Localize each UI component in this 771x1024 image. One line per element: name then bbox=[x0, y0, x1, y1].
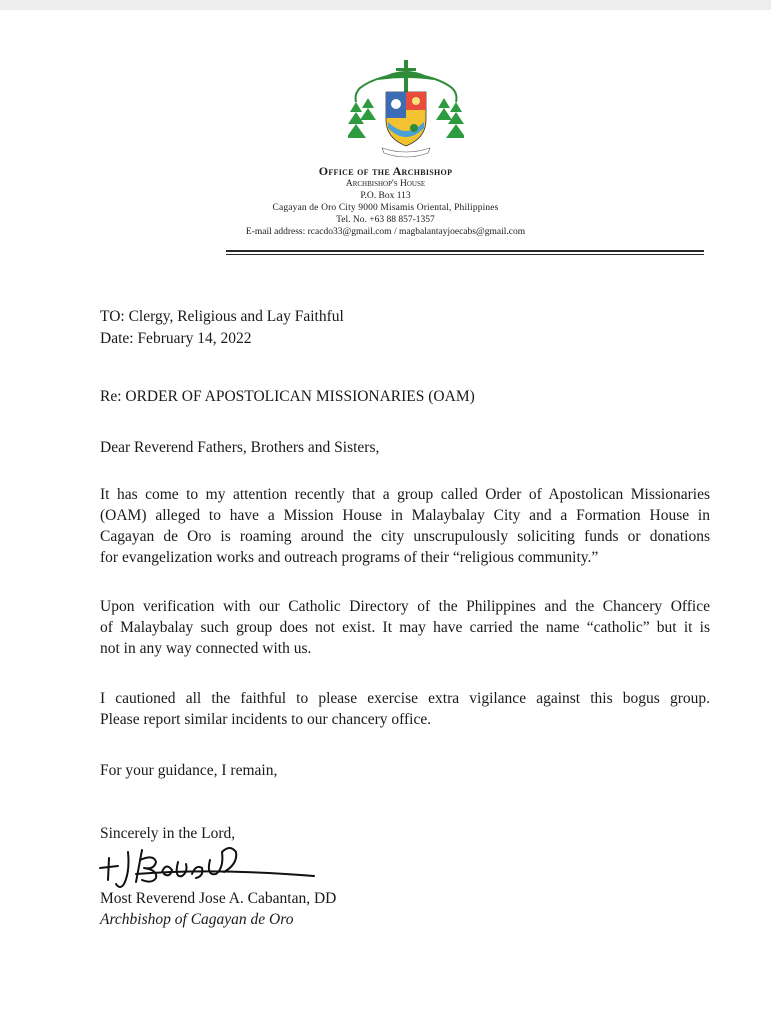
paragraph-attention bbox=[100, 484, 710, 568]
telephone: Tel. No. +63 88 857-1357 bbox=[336, 215, 435, 225]
office-title: Office of the Archbishop bbox=[318, 164, 453, 178]
salutation: Dear Reverend Fathers, Brothers and Sisters, bbox=[100, 439, 380, 456]
paragraph-caution bbox=[100, 688, 710, 730]
letterhead bbox=[0, 165, 771, 238]
subject-line: Re: ORDER OF APOSTOLICAN MISSIONARIES (OAM) bbox=[100, 388, 475, 405]
house-name: Archbishop's House bbox=[345, 179, 426, 189]
date-line: Date: February 14, 2022 bbox=[100, 330, 252, 347]
paragraph-line: for evangelization works and outreach programs of their “religious community.” bbox=[100, 549, 599, 566]
signer-title: Archbishop of Cagayan de Oro bbox=[100, 911, 294, 928]
email-addresses: E-mail address: rcacdo33@gmail.com / magbalantayjoecabs@gmail.com bbox=[245, 227, 526, 237]
letterhead-rule-thin bbox=[226, 254, 704, 255]
letterhead-rule-thick bbox=[226, 250, 704, 252]
po-box: P.O. Box 113 bbox=[360, 191, 411, 201]
paragraph-verification bbox=[100, 596, 710, 659]
paragraph-line: It has come to my attention recently that a group called Order of Apostolican Missionaries bbox=[100, 486, 710, 503]
paragraph-line: not in any way connected with us. bbox=[100, 640, 312, 657]
paragraph-line: Cagayan de Oro is roaming around the city unscrupulously soliciting funds or donations bbox=[100, 528, 710, 545]
signer-name: Most Reverend Jose A. Cabantan, DD bbox=[100, 890, 337, 907]
postal-address: Cagayan de Oro City 9000 Misamis Oriental, Philippines bbox=[272, 203, 499, 213]
top-band bbox=[0, 0, 771, 10]
closing-remark: For your guidance, I remain, bbox=[100, 762, 278, 779]
valediction: Sincerely in the Lord, bbox=[100, 825, 236, 842]
archbishop-coat-of-arms bbox=[348, 58, 464, 160]
paragraph-line: (OAM) alleged to have a Mission House in Malaybalay City and a Formation House in bbox=[100, 507, 710, 524]
paragraph-line: I cautioned all the faithful to please exercise extra vigilance against this bogus group. bbox=[100, 690, 710, 707]
paragraph-line: Please report similar incidents to our chancery office. bbox=[100, 711, 432, 728]
paragraph-line: Upon verification with our Catholic Directory of the Philippines and the Chancery Office bbox=[100, 598, 710, 615]
paragraph-line: of Malaybalay such group does not exist. It may have carried the name “catholic” but it is bbox=[100, 619, 710, 636]
recipient-line: TO: Clergy, Religious and Lay Faithful bbox=[100, 308, 344, 325]
